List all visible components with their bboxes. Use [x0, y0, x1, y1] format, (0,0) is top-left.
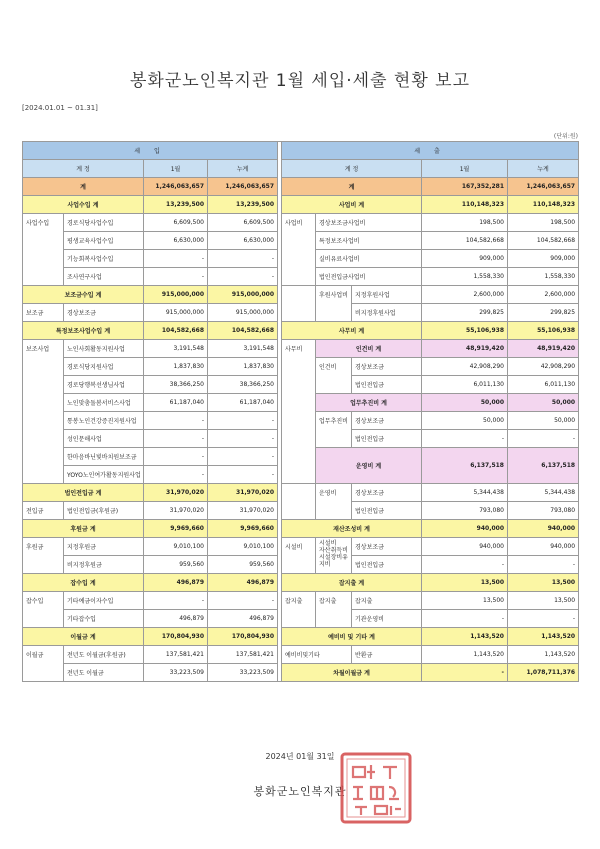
income-special-subtotal-cum: 104,582,668: [208, 322, 278, 340]
report-period: [2024.01.01 ~ 01.31]: [22, 104, 98, 112]
expense-promo-group: 업무추진비: [316, 412, 352, 448]
list-item: 137,581,421: [144, 646, 208, 664]
list-item: 1,558,330: [422, 268, 508, 286]
expense-nextyear-subtotal-month: -: [422, 664, 508, 682]
list-item: 노인사회활동지원사업: [64, 340, 144, 358]
list-item: 9,010,100: [208, 538, 278, 556]
organization-name: 봉화군노인복지관: [253, 785, 347, 798]
list-item: 33,223,509: [144, 664, 208, 682]
expense-nextyear-subtotal-cum: 1,078,711,376: [508, 664, 579, 682]
list-item: 38,366,250: [144, 376, 208, 394]
expense-operation-subtotal-month: 6,137,518: [422, 448, 508, 484]
list-item: 경로당행복선생님사업: [64, 376, 144, 394]
report-date: 2024년 01월 31일: [265, 752, 335, 761]
list-item: 한마음바닌빛바치원보조금: [64, 448, 144, 466]
list-item: -: [508, 610, 579, 628]
table-row: [23, 340, 579, 358]
expense-misc-subtotal-month: 13,500: [422, 574, 508, 592]
list-item: 299,825: [508, 304, 579, 322]
list-item: 경상보조금: [352, 538, 422, 556]
income-transfer-subtotal-cum: 31,970,020: [208, 484, 278, 502]
list-item: YOYO노인여가활동지원사업: [64, 466, 144, 484]
list-item: 940,000: [508, 538, 579, 556]
table-row: [23, 196, 579, 214]
list-item: -: [144, 268, 208, 286]
table-row: [23, 520, 579, 538]
income-project-group: 사업수입: [23, 214, 64, 286]
expense-facility-subgroup: [316, 538, 352, 574]
list-item: 법인전입금: [352, 502, 422, 520]
list-item: 비지정후원사업: [352, 304, 422, 322]
expense-facility-subtotal-label: 재산조성비 계: [282, 520, 422, 538]
expense-project-subtotal-label: 사업비 계: [282, 196, 422, 214]
list-item: 909,000: [422, 250, 508, 268]
list-item: 6,630,000: [144, 232, 208, 250]
list-item: 법인전입금사업비: [316, 268, 422, 286]
list-item: 940,000: [422, 538, 508, 556]
list-item: 104,582,668: [508, 232, 579, 250]
income-project-subtotal-label: 사업수입 계: [23, 196, 144, 214]
expense-promo-subtotal-cum: 50,000: [508, 394, 579, 412]
list-item: 13,500: [508, 592, 579, 610]
list-item: -: [208, 268, 278, 286]
list-item: 경상보조금: [352, 412, 422, 430]
list-item: 6,609,500: [144, 214, 208, 232]
list-item: 반환금: [352, 646, 422, 664]
list-item: -: [208, 250, 278, 268]
list-item: 33,223,509: [208, 664, 278, 682]
income-total-label: 계: [23, 178, 144, 196]
income-carryover-group: 이월금: [23, 646, 64, 682]
list-item: -: [144, 592, 208, 610]
income-subsidy-subtotal-cum: 915,000,000: [208, 286, 278, 304]
list-item: 비지정후원금: [64, 556, 144, 574]
income-carryover-subtotal-month: 170,804,930: [144, 628, 208, 646]
expense-reserve-subtotal-month: 1,143,520: [422, 628, 508, 646]
list-item: -: [208, 448, 278, 466]
expense-blank-cell: [282, 286, 316, 322]
list-item: 909,000: [508, 250, 579, 268]
list-item: -: [144, 430, 208, 448]
list-item: 통봉노인건강증진지원사업: [64, 412, 144, 430]
table-row: [23, 574, 579, 592]
income-project-subtotal-cum: 13,239,500: [208, 196, 278, 214]
list-item: 3,191,548: [208, 340, 278, 358]
income-misc-group: 잡수입: [23, 592, 64, 628]
income-section-header: 세 입: [23, 142, 278, 160]
expense-operation-group: 운영비: [316, 484, 352, 520]
income-total-cum: 1,246,063,657: [208, 178, 278, 196]
list-item: 기타잡수입: [64, 610, 144, 628]
income-special-group: 보조사업: [23, 340, 64, 484]
list-item: 1,143,520: [422, 646, 508, 664]
table-row: [23, 178, 579, 196]
list-item: 496,879: [208, 610, 278, 628]
table-row: [23, 484, 579, 502]
list-item: 5,344,438: [422, 484, 508, 502]
list-item: -: [422, 556, 508, 574]
expense-admin-subtotal-cum: 55,106,938: [508, 322, 579, 340]
table-row: [23, 322, 579, 340]
income-month-header: 1월: [144, 160, 208, 178]
expense-total-cum: 1,246,063,657: [508, 178, 579, 196]
expense-account-header: 계 정: [282, 160, 422, 178]
list-item: 성인문해사업: [64, 430, 144, 448]
list-item: 915,000,000: [144, 304, 208, 322]
list-item: 61,187,040: [208, 394, 278, 412]
list-item: 42,908,290: [508, 358, 579, 376]
income-donation-subtotal-month: 9,969,660: [144, 520, 208, 538]
list-item: 31,970,020: [144, 502, 208, 520]
list-item: -: [508, 556, 579, 574]
list-item: 노인맞춤돌봄서비스사업: [64, 394, 144, 412]
expense-cumulative-header: 누계: [508, 160, 579, 178]
list-item: -: [144, 412, 208, 430]
income-transfer-group: 전입금: [23, 502, 64, 520]
income-cumulative-header: 누계: [208, 160, 278, 178]
list-item: 104,582,668: [422, 232, 508, 250]
list-item: 1,837,830: [208, 358, 278, 376]
income-misc-subtotal-label: 잡수입 계: [23, 574, 144, 592]
list-item: 경상보조금: [64, 304, 144, 322]
list-item: -: [144, 466, 208, 484]
list-item: 경상보조금: [352, 484, 422, 502]
table-row: [23, 664, 579, 682]
expense-facility-sub1: 시설비: [319, 540, 337, 547]
list-item: 793,080: [508, 502, 579, 520]
list-item: 1,143,520: [508, 646, 579, 664]
income-transfer-subtotal-month: 31,970,020: [144, 484, 208, 502]
list-item: 61,187,040: [144, 394, 208, 412]
income-misc-subtotal-cum: 496,879: [208, 574, 278, 592]
expense-personnel-subtotal-cum: 48,919,420: [508, 340, 579, 358]
list-item: 법인전입금: [352, 556, 422, 574]
table-row: [23, 538, 579, 556]
list-item: 지정후원금: [64, 538, 144, 556]
list-item: 496,879: [144, 610, 208, 628]
table-row: [23, 628, 579, 646]
income-account-header: 계 정: [23, 160, 144, 178]
expense-section-header: 세 출: [282, 142, 579, 160]
list-item: 기능회복사업수입: [64, 250, 144, 268]
list-item: 법인전입금: [352, 376, 422, 394]
income-subsidy-group: 보조금: [23, 304, 64, 322]
list-item: 평생교육사업수입: [64, 232, 144, 250]
expense-operation-subtotal-label: 운영비 계: [316, 448, 422, 484]
expense-misc-subtotal-cum: 13,500: [508, 574, 579, 592]
list-item: 198,500: [422, 214, 508, 232]
income-project-subtotal-month: 13,239,500: [144, 196, 208, 214]
list-item: -: [508, 430, 579, 448]
budget-table: [22, 141, 579, 682]
expense-personnel-subtotal-month: 48,919,420: [422, 340, 508, 358]
expense-facility-sub2: 자산취득비: [319, 547, 348, 554]
list-item: 5,344,438: [508, 484, 579, 502]
list-item: 전년도 이월금: [64, 664, 144, 682]
expense-personnel-subtotal-label: 인건비 계: [316, 340, 422, 358]
list-item: -: [208, 592, 278, 610]
list-item: 6,011,130: [508, 376, 579, 394]
expense-admin-subtotal-label: 사무비 계: [282, 322, 422, 340]
income-carryover-subtotal-label: 이월금 계: [23, 628, 144, 646]
list-item: -: [144, 250, 208, 268]
list-item: 299,825: [422, 304, 508, 322]
official-seal-icon: [339, 751, 413, 825]
expense-admin-group: 사무비: [282, 340, 316, 484]
list-item: 지정후원사업: [352, 286, 422, 304]
expense-reserve-subtotal-cum: 1,143,520: [508, 628, 579, 646]
expense-operation-subtotal-cum: 6,137,518: [508, 448, 579, 484]
list-item: 기관운영비: [352, 610, 422, 628]
list-item: -: [144, 448, 208, 466]
table-row: [23, 214, 579, 232]
list-item: 기타예금이자수입: [64, 592, 144, 610]
list-item: 42,908,290: [422, 358, 508, 376]
income-special-subtotal-label: 특정보조사업수입 계: [23, 322, 144, 340]
list-item: 6,630,000: [208, 232, 278, 250]
unit-label: (단위:원): [553, 133, 578, 140]
expense-facility-subtotal-cum: 940,000: [508, 520, 579, 538]
income-donation-subtotal-cum: 9,969,660: [208, 520, 278, 538]
income-special-subtotal-month: 104,582,668: [144, 322, 208, 340]
list-item: 50,000: [422, 412, 508, 430]
list-item: 법인전입금(후원금): [64, 502, 144, 520]
list-item: 915,000,000: [208, 304, 278, 322]
list-item: 50,000: [508, 412, 579, 430]
income-donation-subtotal-label: 후원금 계: [23, 520, 144, 538]
income-subsidy-subtotal-label: 보조금수입 계: [23, 286, 144, 304]
list-item: 경상보조금사업비: [316, 214, 422, 232]
list-item: 9,010,100: [144, 538, 208, 556]
income-donation-group: 후원금: [23, 538, 64, 574]
column-header-row: [23, 160, 579, 178]
table-row: [23, 646, 579, 664]
list-item: 2,600,000: [508, 286, 579, 304]
expense-project-subtotal-cum: 110,148,323: [508, 196, 579, 214]
expense-misc-subtotal-label: 잡지출 계: [282, 574, 422, 592]
list-item: 법인전입금: [352, 430, 422, 448]
expense-facility-subtotal-month: 940,000: [422, 520, 508, 538]
list-item: 조사연구사업: [64, 268, 144, 286]
expense-total-month: 167,352,281: [422, 178, 508, 196]
list-item: 6,011,130: [422, 376, 508, 394]
expense-admin-subtotal-month: 55,106,938: [422, 322, 508, 340]
list-item: 198,500: [508, 214, 579, 232]
expense-donation-project-group: 후원사업비: [316, 286, 352, 322]
income-misc-subtotal-month: 496,879: [144, 574, 208, 592]
list-item: 잡지출: [352, 592, 422, 610]
list-item: 특정보조사업비: [316, 232, 422, 250]
expense-promo-subtotal-label: 업무추진비 계: [316, 394, 422, 412]
expense-blank-cell: [282, 484, 316, 520]
expense-personnel-group: 인건비: [316, 358, 352, 394]
table-row: [23, 286, 579, 304]
list-item: 경로식당지원사업: [64, 358, 144, 376]
expense-misc-subgroup: 잡지출: [316, 592, 352, 628]
report-title: 봉화군노인복지관 1월 세입·세출 현황 보고: [129, 71, 470, 91]
expense-facility-sub3: 시설장비유지비: [319, 554, 348, 568]
income-subsidy-subtotal-month: 915,000,000: [144, 286, 208, 304]
list-item: 2,600,000: [422, 286, 508, 304]
list-item: 실비유료사업비: [316, 250, 422, 268]
list-item: -: [208, 412, 278, 430]
income-carryover-subtotal-cum: 170,804,930: [208, 628, 278, 646]
list-item: 959,560: [208, 556, 278, 574]
list-item: 경로식당사업수입: [64, 214, 144, 232]
section-header-row: [23, 142, 579, 160]
list-item: 31,970,020: [208, 502, 278, 520]
list-item: 137,581,421: [208, 646, 278, 664]
table-row: [23, 592, 579, 610]
expense-project-group: 사업비: [282, 214, 316, 286]
expense-project-subtotal-month: 110,148,323: [422, 196, 508, 214]
list-item: -: [422, 430, 508, 448]
list-item: 6,609,500: [208, 214, 278, 232]
expense-nextyear-subtotal-label: 차월이월금 계: [282, 664, 422, 682]
income-total-month: 1,246,063,657: [144, 178, 208, 196]
expense-reserve-group: 예비비및기타: [282, 646, 352, 664]
income-transfer-subtotal-label: 법인전입금 계: [23, 484, 144, 502]
list-item: -: [208, 430, 278, 448]
list-item: -: [208, 466, 278, 484]
list-item: 1,837,830: [144, 358, 208, 376]
expense-promo-subtotal-month: 50,000: [422, 394, 508, 412]
expense-misc-group: 잡지출: [282, 592, 316, 628]
list-item: 경상보조금: [352, 358, 422, 376]
expense-facility-group: 시설비: [282, 538, 316, 574]
list-item: 전년도 이월금(후원금): [64, 646, 144, 664]
list-item: -: [422, 610, 508, 628]
list-item: 3,191,548: [144, 340, 208, 358]
list-item: 959,560: [144, 556, 208, 574]
list-item: 38,366,250: [208, 376, 278, 394]
list-item: 1,558,330: [508, 268, 579, 286]
expense-reserve-subtotal-label: 예비비 및 기타 계: [282, 628, 422, 646]
list-item: 793,080: [422, 502, 508, 520]
expense-total-label: 계: [282, 178, 422, 196]
list-item: 13,500: [422, 592, 508, 610]
expense-month-header: 1월: [422, 160, 508, 178]
